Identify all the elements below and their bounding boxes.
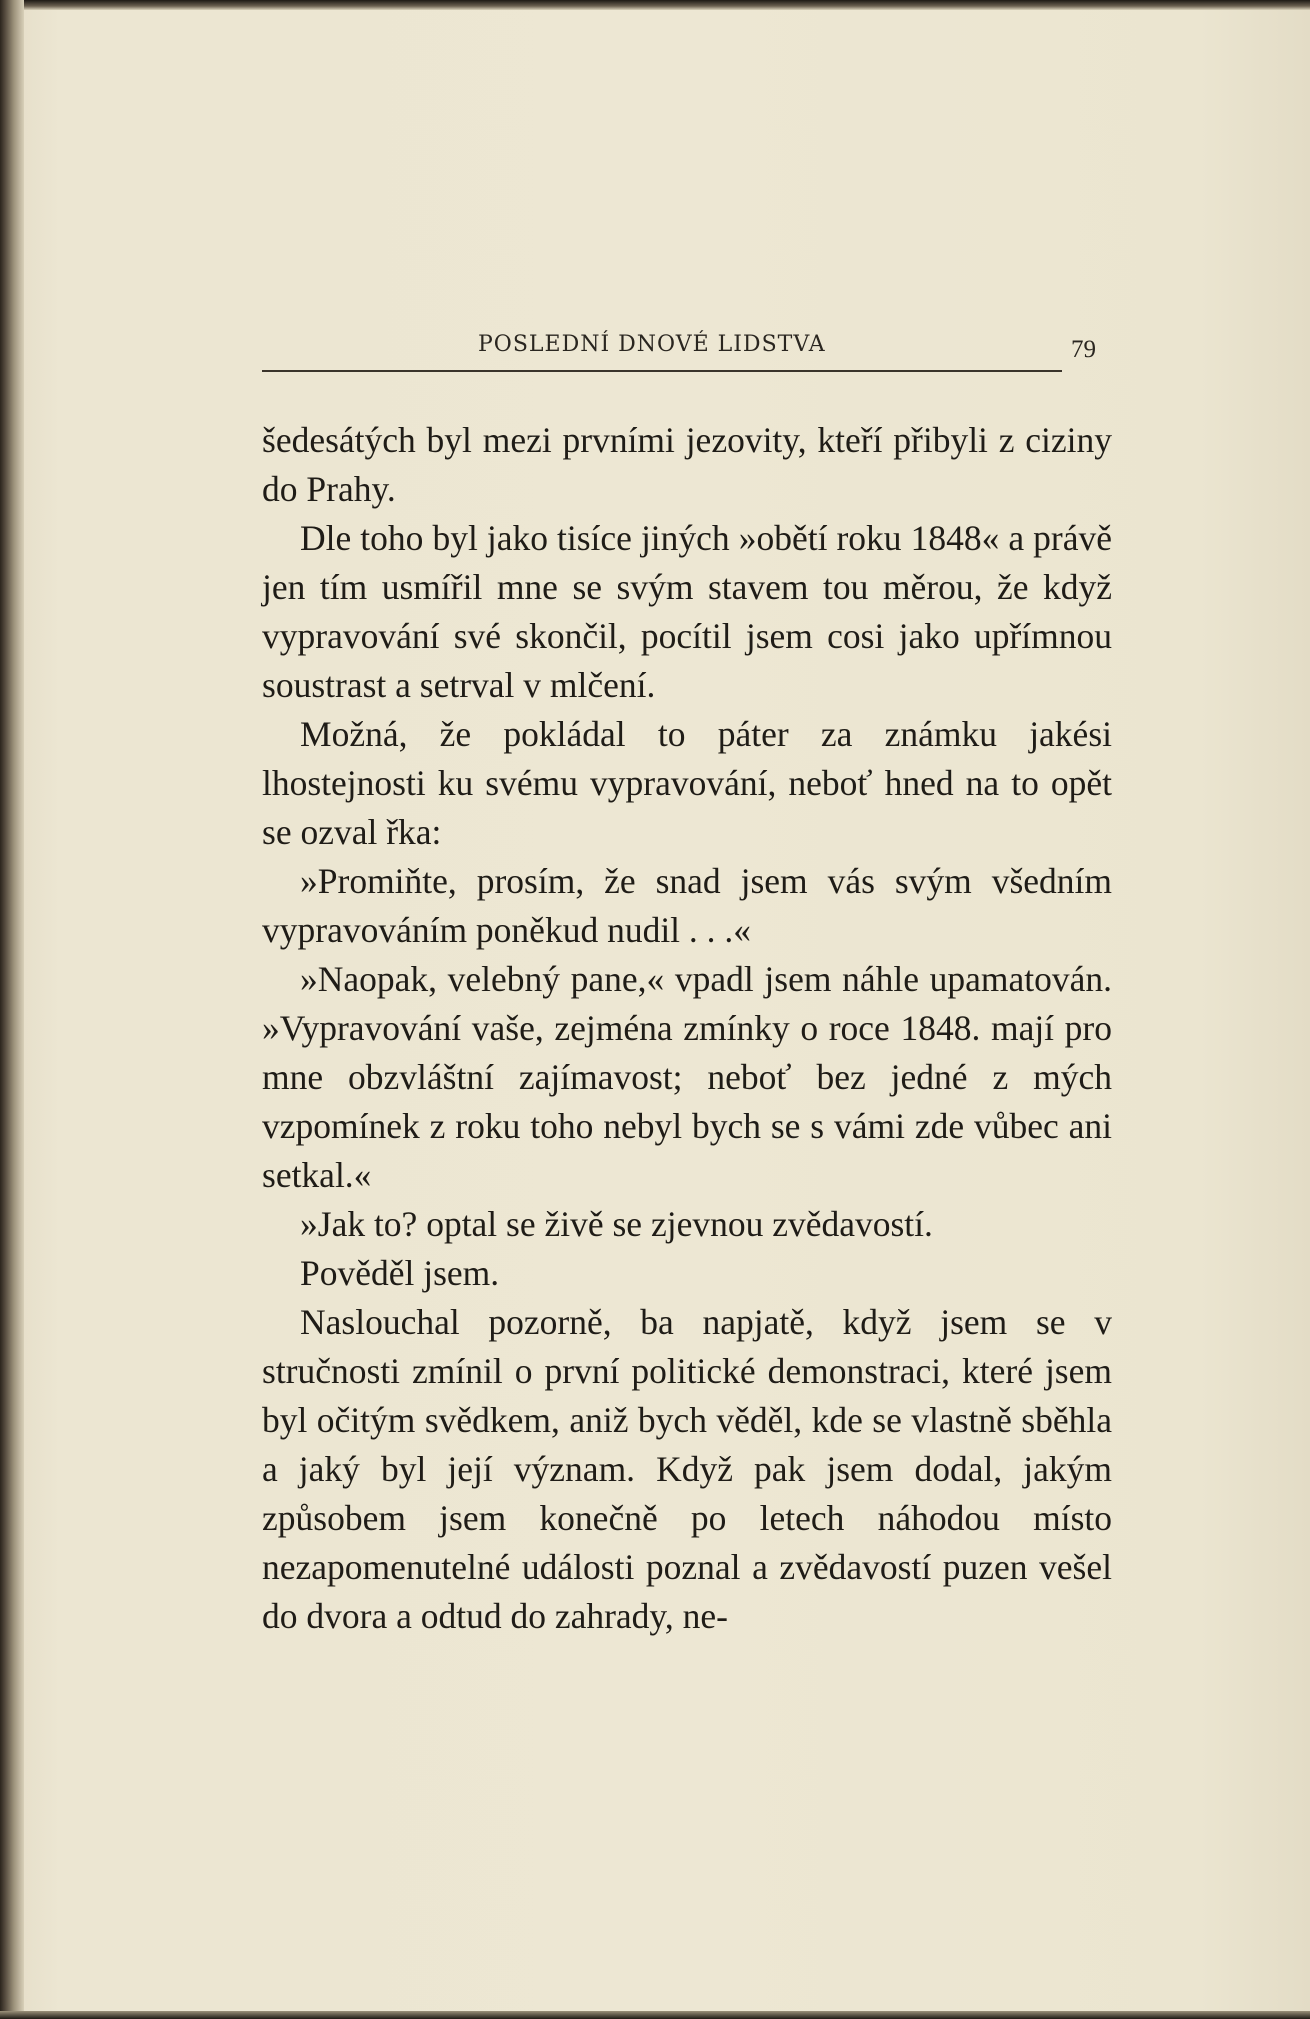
page-number: 79 <box>1071 336 1096 363</box>
body-text <box>262 416 1112 1641</box>
page-bottom-edge <box>0 2011 1310 2019</box>
paragraph-6: »Jak to? optal se živě se zjevnou zvědavostí. <box>300 1204 933 1244</box>
paragraph-1: šedesátých byl mezi prvními jezovity, kteří přibyli z ciziny do Prahy. <box>262 420 1112 509</box>
paragraph-4: »Promiňte, prosím, že snad jsem vás svým všedním vypravováním poněkud nudil . . .« <box>262 861 1112 950</box>
paragraph-7: Pověděl jsem. <box>300 1253 500 1293</box>
page-top-edge <box>0 0 1310 10</box>
running-title: POSLEDNÍ DNOVÉ LIDSTVA <box>478 332 826 357</box>
paragraph-2: Dle toho byl jako tisíce jiných »obětí roku 1848« a právě jen tím usmířil mne se svým stavem tou měrou, že když vypravování své skončil, pocítil jsem cosi jako upřímnou soustrast a setrval v mlčení. <box>262 518 1112 705</box>
paragraph-8: Naslouchal pozorně, ba napjatě, když jsem se v stručnosti zmínil o první politické demonstraci, které jsem byl očitým svědkem, aniž bych věděl, kde se vlastně sběhla a jaký byl její význam. Když pak jsem dodal, jakým způsobem jsem konečně po letech náhodou místo nezapomenutelné události poznal a zvědavostí puzen vešel do dvora a odtud do zahrady, ne- <box>262 1302 1112 1636</box>
header-rule <box>262 370 1062 372</box>
running-header <box>262 330 1102 374</box>
paragraph-3: Možná, že pokládal to páter za známku jakési lhostejnosti ku svému vypravování, neboť hned na to opět se ozval řka: <box>262 714 1112 852</box>
paragraph-5: »Naopak, velebný pane,« vpadl jsem náhle upamatován. »Vypravování vaše, zejména zmínky o roce 1848. mají pro mne obzvláštní zajímavost; neboť bez jedné z mých vzpomínek z roku toho nebyl bych se s vámi zde vůbec ani setkal.« <box>262 959 1112 1195</box>
book-binding-edge <box>0 0 24 2019</box>
